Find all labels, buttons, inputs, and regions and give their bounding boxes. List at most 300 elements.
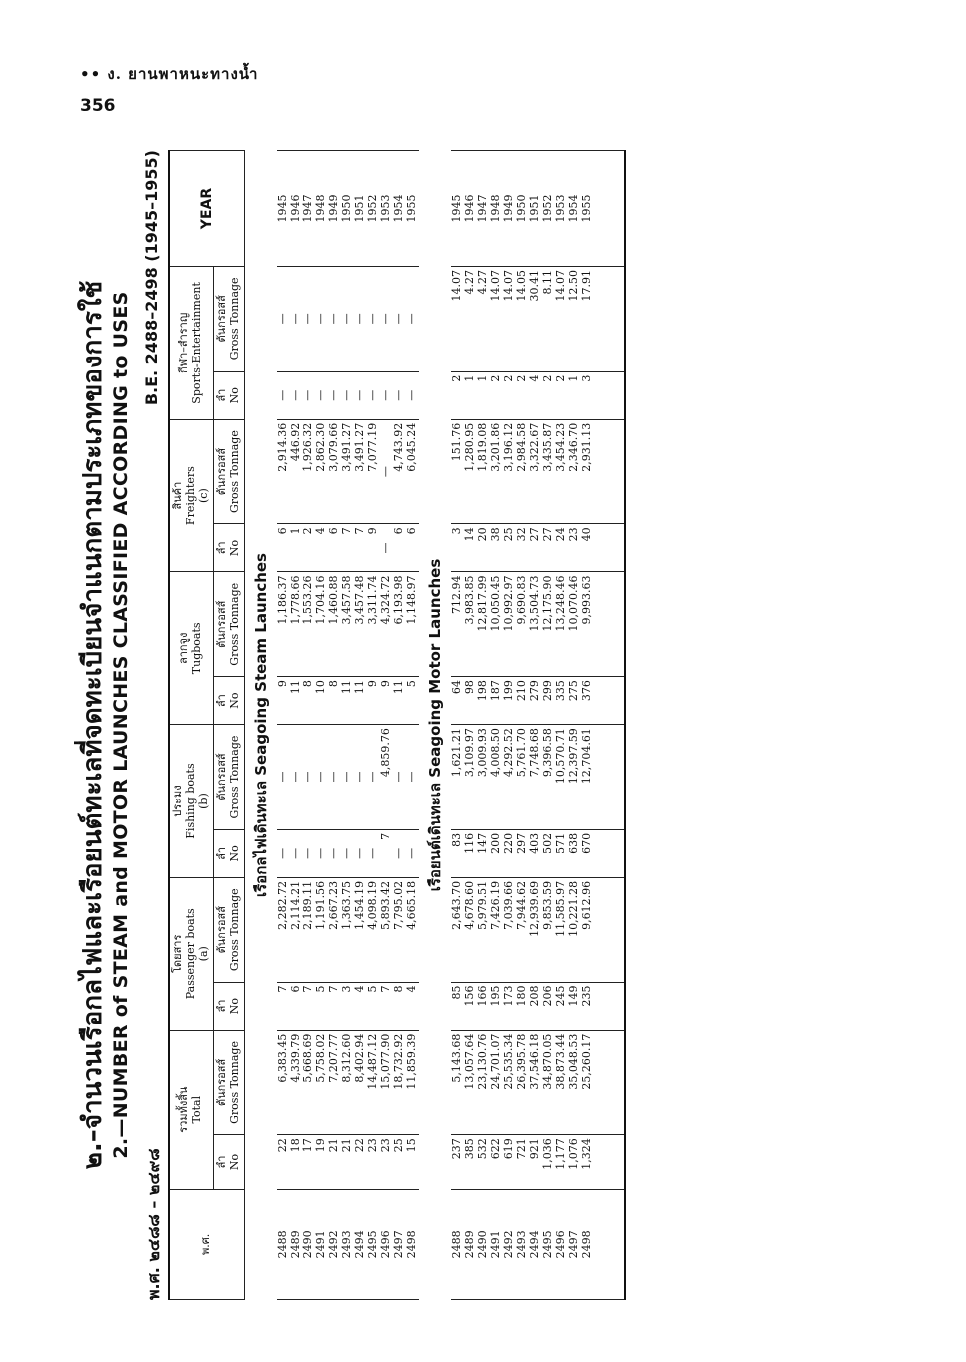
cell-frt-gt: 2,914.36 [277,419,290,524]
table-row [477,151,490,1300]
cell-total-no: 532 [477,1135,490,1189]
gross-thai: ตันกรอสส์ [214,447,228,496]
cell-fish-gt: 10,570.71 [555,725,568,830]
cell-fish-gt: 3,109.97 [464,725,477,830]
cell-frt-gt: 2,346.70 [568,419,581,524]
cell-pass-no: 7 [328,982,341,1030]
cell-total-gt: 13,057.64 [464,1030,477,1135]
cell-tug-gt: 10,992.97 [503,572,516,677]
cell-spt-no: 2 [490,371,503,419]
cell-pass-gt: 5,893.42 [380,877,393,982]
cell-pass-gt: 2,643.70 [451,877,464,982]
group-label-thai: รวมทั้งสิ้น [177,1086,191,1133]
blank-cell [594,572,625,677]
year-range-thai: พ.ศ. ๒๔๘๘ – ๒๔๙๘ [144,1148,163,1300]
cell-frt-no: 27 [529,524,542,572]
cell-spt-no: 2 [555,371,568,419]
cell-frt-no: 14 [464,524,477,572]
cell-total-no: 25 [393,1135,406,1189]
cell-spt-gt: — [328,267,341,372]
cell-pass-gt: 7,039.66 [503,877,516,982]
cell-frt-gt: 1,819.08 [477,419,490,524]
cell-pass-gt: 7,944.62 [516,877,529,982]
cell-spt-no: — [341,371,354,419]
cell-frt-no: 27 [542,524,555,572]
cell-fish-no: — [277,829,290,877]
section-title: เรือกลไฟเดินทะเล Seagoing Steam Launches [251,553,270,897]
cell-total-gt: 34,870.05 [542,1030,555,1135]
no-thai: ลำ [214,1155,228,1169]
cell-tug-gt: 3,457.58 [341,572,354,677]
cell-pass-no: 8 [393,982,406,1030]
cell-tug-no: 335 [555,677,568,725]
cell-total-no: 1,324 [581,1135,594,1189]
group-label-thai: ลากจูง [177,632,191,665]
cell-pass-gt: 9,853.59 [542,877,555,982]
group-label-english: Passenger boats [183,908,197,1000]
cell-pass-no: 245 [555,982,568,1030]
cell-pass-no: 149 [568,982,581,1030]
gross-thai: ตันกรอสส์ [214,1058,228,1107]
cell-frt-gt: 3,322.67 [529,419,542,524]
cell-tug-no: 9 [367,677,380,725]
group-header-fishing [169,725,213,878]
group-label-english: Total [190,1095,204,1124]
cell-spt-gt: 30.41 [529,267,542,372]
group-note: (c) [196,488,210,503]
table-row [451,151,464,1300]
no-thai: ลำ [214,846,228,860]
cell-tug-gt: 13,248.46 [555,572,568,677]
cell-frt-gt: — [380,419,393,524]
cell-frt-no: — [380,524,393,572]
cell-fish-no: 147 [477,829,490,877]
table-row [406,151,419,1300]
cell-pass-no: 6 [290,982,303,1030]
table-header [169,151,244,1300]
running-header: •• ง. ยานพาหนะทางน้ำ [80,65,259,83]
cell-year: 1952 [367,151,380,267]
cell-total-no: 15 [406,1135,419,1189]
gross-english: Gross Tonnage [227,1041,241,1124]
cell-year: 1951 [529,151,542,267]
cell-tug-gt: 3,983.85 [464,572,477,677]
cell-fish-gt: 3,009.93 [477,725,490,830]
group-label-english: Sports-Entertainment [190,282,204,404]
cell-year: 1954 [568,151,581,267]
group-label-thai: สินค้า [171,481,184,510]
cell-total-no: 23 [367,1135,380,1189]
cell-tug-no: 10 [315,677,328,725]
blank-cell [594,524,625,572]
cell-tug-gt: 10,050.45 [490,572,503,677]
cell-frt-gt: 3,079.66 [328,419,341,524]
launches-table [168,150,626,1300]
cell-total-gt: 6,383.45 [277,1030,290,1135]
cell-tug-gt: 9,690.83 [516,572,529,677]
blank-cell [594,371,625,419]
table-row [503,151,516,1300]
cell-tug-no: 11 [393,677,406,725]
subheader-gross [213,725,244,830]
gross-thai: ตันกรอสส์ [214,600,228,648]
cell-spt-no: — [367,371,380,419]
cell-total-gt: 23,130.76 [477,1030,490,1135]
cell-tug-gt: 3,311.74 [367,572,380,677]
cell-tug-no: 11 [341,677,354,725]
cell-year: 1945 [277,151,290,267]
cell-year: 1951 [354,151,367,267]
cell-frt-gt: 3,435.87 [542,419,555,524]
cell-pass-no: 3 [341,982,354,1030]
cell-frt-no: 6 [406,524,419,572]
cell-fish-gt: 12,397.59 [568,725,581,830]
blank-cell [594,725,625,830]
cell-fish-gt: 1,621.21 [451,725,464,830]
table-row [277,151,290,1300]
cell-pass-no: 166 [477,982,490,1030]
blank-cell [594,1030,625,1135]
cell-total-no: 23 [380,1135,393,1189]
cell-frt-gt: 7,077.19 [367,419,380,524]
cell-spt-no: 4 [529,371,542,419]
cell-be: 2495 [542,1189,555,1299]
cell-pass-no: 208 [529,982,542,1030]
cell-pass-gt: 1,454.19 [354,877,367,982]
cell-tug-gt: 1,704.16 [315,572,328,677]
cell-fish-gt: — [354,725,367,830]
cell-pass-no: 5 [367,982,380,1030]
cell-spt-gt: 14.05 [516,267,529,372]
cell-spt-gt: — [406,267,419,372]
cell-total-no: 21 [328,1135,341,1189]
table-row [581,151,594,1300]
cell-fish-gt: 4,859.76 [380,725,393,830]
blank-cell [594,1189,625,1299]
cell-tug-no: 210 [516,677,529,725]
cell-spt-gt: 4.27 [477,267,490,372]
cell-frt-no: 7 [354,524,367,572]
cell-tug-no: 8 [302,677,315,725]
cell-be: 2489 [290,1189,303,1299]
cell-spt-gt: 8.11 [542,267,555,372]
cell-pass-no: 180 [516,982,529,1030]
cell-pass-no: 7 [277,982,290,1030]
subheader-no [213,829,244,877]
year-range-english: B.E. 2488–2498 (1945–1955) [142,150,161,406]
cell-total-gt: 35,048.53 [568,1030,581,1135]
no-english: No [227,845,241,862]
cell-be: 2488 [451,1189,464,1299]
cell-pass-gt: 12,939.69 [529,877,542,982]
subheader-gross [213,267,244,372]
cell-total-gt: 25,535.34 [503,1030,516,1135]
cell-tug-gt: 12,175.90 [542,572,555,677]
cell-spt-gt: — [315,267,328,372]
cell-fish-gt: — [290,725,303,830]
cell-frt-gt: 3,196.12 [503,419,516,524]
cell-total-no: 921 [529,1135,542,1189]
blank-cell [594,419,625,524]
subheader-gross [213,877,244,982]
cell-be: 2488 [277,1189,290,1299]
cell-year: 1950 [516,151,529,267]
subheader-no [213,677,244,725]
gross-english: Gross Tonnage [227,735,241,819]
cell-be: 2489 [464,1189,477,1299]
cell-fish-gt: — [315,725,328,830]
cell-be: 2493 [516,1189,529,1299]
cell-fish-gt: 9,396.58 [542,725,555,830]
cell-spt-no: — [393,371,406,419]
cell-spt-no: — [277,371,290,419]
blank-cell [594,829,625,877]
cell-fish-gt: — [393,725,406,830]
cell-total-gt: 26,395.78 [516,1030,529,1135]
cell-fish-no: 638 [568,829,581,877]
cell-be: 2497 [393,1189,406,1299]
cell-pass-gt: 4,665.18 [406,877,419,982]
cell-spt-gt: — [302,267,315,372]
cell-frt-gt: 3,201.86 [490,419,503,524]
cell-total-gt: 14,487.12 [367,1030,380,1135]
group-label-english: Tugboats [190,622,204,675]
cell-pass-no: 7 [380,982,393,1030]
cell-total-no: 237 [451,1135,464,1189]
cell-total-no: 622 [490,1135,503,1189]
cell-pass-gt: 1,363.75 [341,877,354,982]
cell-total-gt: 15,077.90 [380,1030,393,1135]
cell-total-no: 22 [277,1135,290,1189]
cell-frt-no: 40 [581,524,594,572]
cell-total-gt: 8,312.60 [341,1030,354,1135]
cell-fish-gt: — [406,725,419,830]
group-label-thai: ประมง [171,785,184,817]
subheader-no [213,1135,244,1189]
cell-spt-no: — [328,371,341,419]
group-header-freighters [169,419,213,572]
title-thai: ๒.–จำนวนเรือกลไฟและเรือยนต์ทะเลที่จดทะเบียนจำแนกตามประเภทของการใช้ [78,280,108,1170]
gross-thai: ตันกรอสส์ [214,906,228,954]
cell-frt-no: 25 [503,524,516,572]
cell-fish-no: — [393,829,406,877]
cell-pass-gt: 1,191.56 [315,877,328,982]
cell-year: 1946 [290,151,303,267]
cell-frt-gt: 3,491.27 [354,419,367,524]
cell-pass-no: 4 [406,982,419,1030]
cell-fish-no: — [354,829,367,877]
cell-fish-no: — [328,829,341,877]
cell-tug-gt: 6,193.98 [393,572,406,677]
cell-total-gt: 11,859.39 [406,1030,419,1135]
header-year: YEAR [169,151,244,267]
cell-spt-gt: — [341,267,354,372]
cell-frt-gt: 2,862.30 [315,419,328,524]
cell-tug-gt: 9,993.63 [581,572,594,677]
cell-spt-gt: — [380,267,393,372]
cell-pass-no: 235 [581,982,594,1030]
cell-total-gt: 25,260.17 [581,1030,594,1135]
cell-be: 2496 [555,1189,568,1299]
page-number: 356 [80,96,116,116]
cell-fish-no: — [302,829,315,877]
section-header-row [419,151,451,1300]
cell-tug-no: 376 [581,677,594,725]
cell-frt-no: 24 [555,524,568,572]
cell-be: 2491 [315,1189,328,1299]
cell-pass-gt: 10,221.28 [568,877,581,982]
table-row [555,151,568,1300]
cell-spt-no: — [302,371,315,419]
cell-tug-no: 9 [380,677,393,725]
subheader-no [213,524,244,572]
group-header-tugboats [169,572,213,725]
cell-year: 1952 [542,151,555,267]
cell-fish-gt: 5,761.70 [516,725,529,830]
cell-be: 2492 [328,1189,341,1299]
no-thai: ลำ [214,694,228,708]
no-thai: ลำ [214,388,228,402]
cell-fish-no: — [406,829,419,877]
cell-frt-gt: 4,743.92 [393,419,406,524]
cell-tug-no: 8 [328,677,341,725]
cell-fish-no: 200 [490,829,503,877]
cell-frt-gt: 151.76 [451,419,464,524]
cell-spt-gt: 14.07 [490,267,503,372]
cell-tug-no: 64 [451,677,464,725]
cell-spt-no: 2 [503,371,516,419]
cell-total-no: 1,036 [542,1135,555,1189]
group-label-thai: กีฬา–สำราญ [177,312,191,373]
cell-fish-gt: 7,748.68 [529,725,542,830]
gross-english: Gross Tonnage [227,888,241,972]
no-english: No [227,1153,241,1171]
cell-frt-gt: 446.92 [290,419,303,524]
cell-pass-gt: 5,979.51 [477,877,490,982]
cell-pass-gt: 4,098.19 [367,877,380,982]
cell-spt-no: — [354,371,367,419]
cell-total-gt: 5,668.69 [302,1030,315,1135]
cell-fish-no: 83 [451,829,464,877]
cell-tug-gt: 1,186.37 [277,572,290,677]
cell-pass-gt: 9,612.96 [581,877,594,982]
cell-pass-no: 7 [302,982,315,1030]
gross-english: Gross Tonnage [227,430,241,513]
blank-cell [594,151,625,267]
gross-english: Gross Tonnage [227,277,241,361]
cell-tug-no: 279 [529,677,542,725]
cell-pass-gt: 11,585.97 [555,877,568,982]
cell-tug-gt: 1,778.66 [290,572,303,677]
cell-year: 1948 [490,151,503,267]
cell-fish-no: — [290,829,303,877]
subheader-gross [213,419,244,524]
cell-tug-no: 9 [277,677,290,725]
table-row [529,151,542,1300]
cell-fish-gt: — [277,725,290,830]
cell-frt-gt: 3,491.27 [341,419,354,524]
no-thai: ลำ [214,999,228,1013]
cell-pass-no: 195 [490,982,503,1030]
cell-spt-gt: — [367,267,380,372]
cell-frt-no: 6 [328,524,341,572]
cell-total-gt: 18,732.92 [393,1030,406,1135]
gross-english: Gross Tonnage [227,582,241,666]
cell-year: 1950 [341,151,354,267]
table-row [490,151,503,1300]
cell-frt-no: 1 [290,524,303,572]
cell-fish-no: — [315,829,328,877]
cell-be: 2497 [568,1189,581,1299]
title-english: 2.—NUMBER of STEAM and MOTOR LAUNCHES CLASSIFIED ACCORDING to USES [110,291,132,1159]
table-body [244,151,624,1300]
cell-total-gt: 5,143.68 [451,1030,464,1135]
cell-total-no: 22 [354,1135,367,1189]
cell-spt-gt: — [290,267,303,372]
cell-year: 1949 [328,151,341,267]
cell-tug-gt: 712.94 [451,572,464,677]
blank-cell [594,267,625,372]
cell-tug-gt: 1,553.26 [302,572,315,677]
table-row [464,151,477,1300]
cell-total-gt: 7,207.77 [328,1030,341,1135]
cell-tug-gt: 1,460.88 [328,572,341,677]
cell-be: 2498 [406,1189,419,1299]
cell-fish-no: — [367,829,380,877]
cell-spt-no: 2 [542,371,555,419]
no-thai: ลำ [214,541,228,555]
cell-fish-no: 297 [516,829,529,877]
cell-tug-no: 199 [503,677,516,725]
cell-frt-no: 23 [568,524,581,572]
blank-cell [594,877,625,982]
cell-tug-no: 98 [464,677,477,725]
cell-fish-gt: — [302,725,315,830]
cell-be: 2491 [490,1189,503,1299]
cell-frt-no: 2 [302,524,315,572]
cell-total-gt: 24,701.07 [490,1030,503,1135]
cell-frt-no: 20 [477,524,490,572]
table-row [568,151,581,1300]
group-header-sports [169,267,213,420]
cell-spt-gt: — [393,267,406,372]
cell-total-no: 21 [341,1135,354,1189]
cell-be: 2492 [503,1189,516,1299]
cell-pass-gt: 7,426.19 [490,877,503,982]
cell-tug-gt: 13,504.73 [529,572,542,677]
cell-spt-gt: 14.07 [451,267,464,372]
cell-fish-no: 571 [555,829,568,877]
cell-frt-no: 9 [367,524,380,572]
cell-spt-gt: 14.07 [555,267,568,372]
cell-be: 2490 [477,1189,490,1299]
cell-pass-no: 206 [542,982,555,1030]
cell-frt-no: 4 [315,524,328,572]
cell-tug-gt: 12,817.99 [477,572,490,677]
cell-frt-no: 3 [451,524,464,572]
cell-spt-no: 3 [581,371,594,419]
cell-frt-gt: 6,045.24 [406,419,419,524]
cell-frt-no: 38 [490,524,503,572]
cell-total-no: 19 [315,1135,328,1189]
table-bottom-rule [594,151,625,1300]
no-english: No [227,997,241,1015]
cell-fish-no: — [341,829,354,877]
group-label-english: Fishing boats [183,763,197,839]
cell-total-no: 1,076 [568,1135,581,1189]
cell-pass-gt: 4,678.60 [464,877,477,982]
cell-spt-no: 1 [464,371,477,419]
